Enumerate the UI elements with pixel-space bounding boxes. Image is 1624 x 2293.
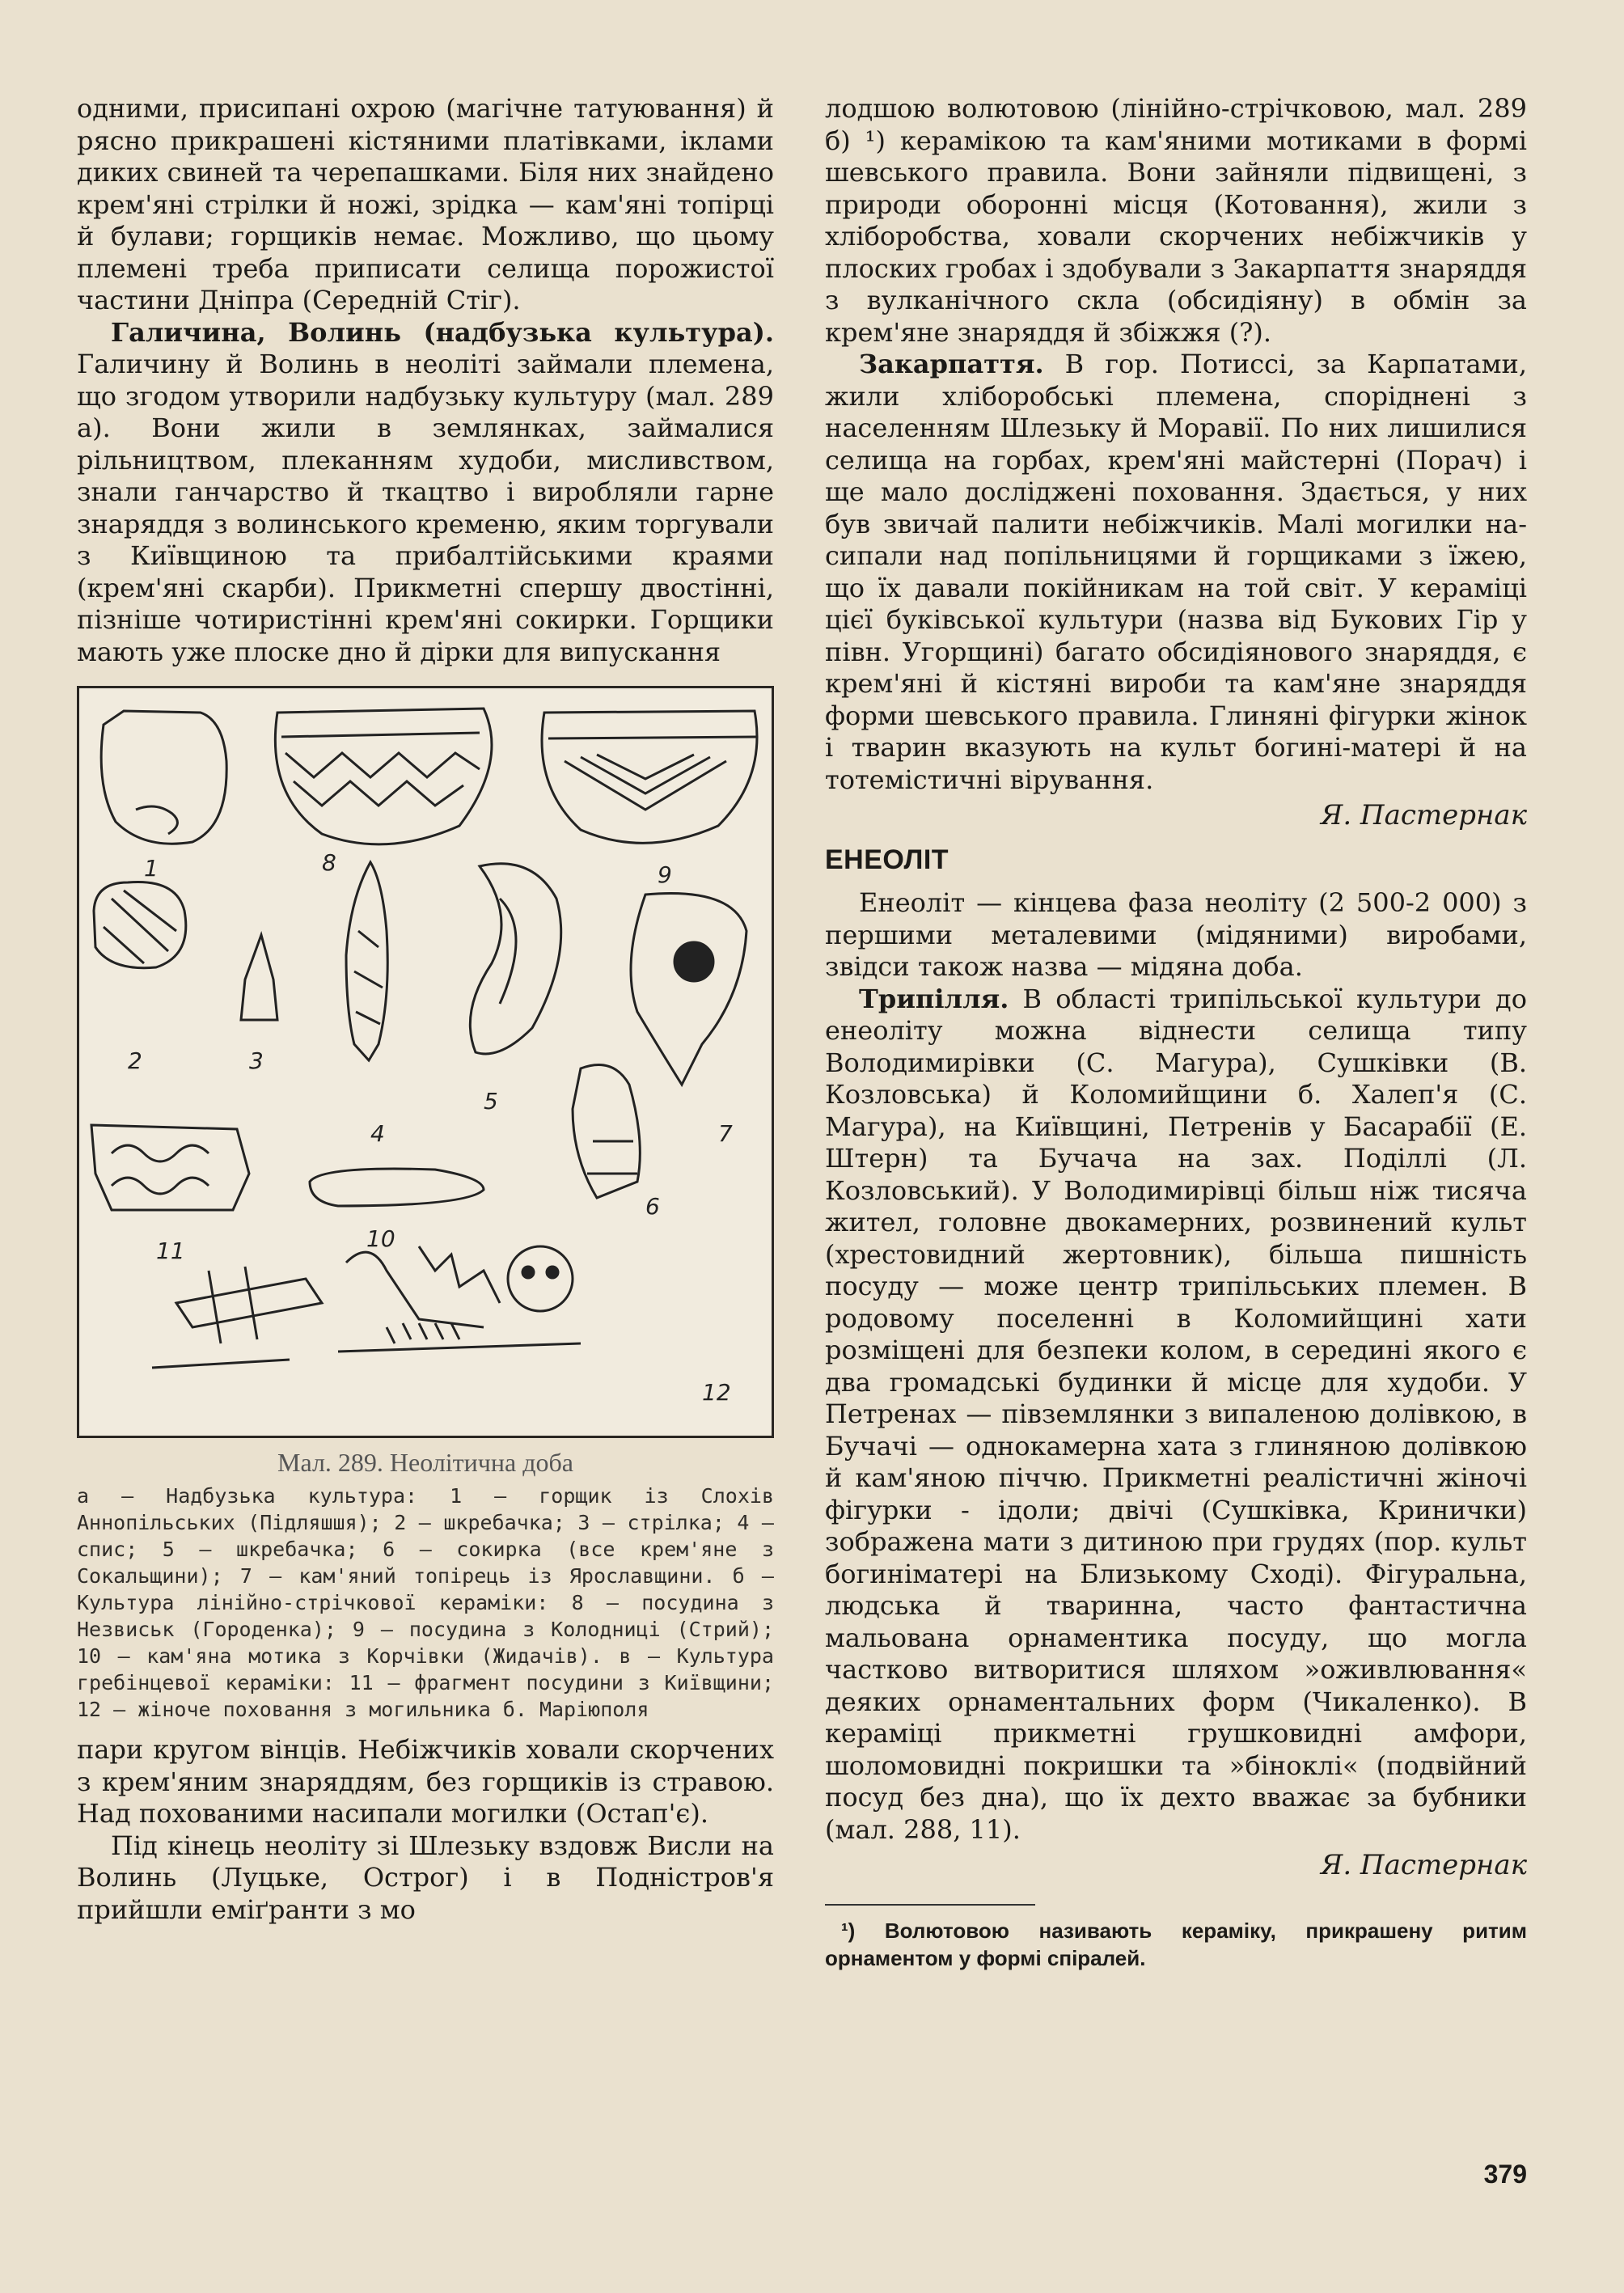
text-zakarpattia: В гор. Потиссі, за Карпатами, жили хліборобські племена, споріднені з населенням Шлезьку й Моравії. По них лишилися селища на горбах, крем'яні майстерні (Порач) і ще мало досліджені поховання. Здається, у них був звичай палити небіжчиків. Малі могилки насипали над попільницями й горщиками з їжею, що їх давали покійникам на той світ. У кераміці цієї буківської культури (назва від Букових Гір у півн. Угорщині) багато обсидіянового знаряддя, є крем'яні й кістяні вироби та кам'яне знаряддя форми шевського правила. Глиняні фігурки жінок і тварин вказують на культ богині-матері й на тотемістичні вірування. <box>825 349 1527 795</box>
footnote-divider <box>825 1904 1035 1906</box>
artifact-6-axe <box>573 1065 640 1199</box>
fig-label-10: 10 <box>366 1225 395 1252</box>
fig-label-12: 12 <box>702 1379 731 1406</box>
artifact-5-scraper <box>470 864 560 1054</box>
artifact-1-pot <box>101 711 226 844</box>
artifact-10-hoe <box>310 1169 484 1206</box>
fig-label-2: 2 <box>128 1047 142 1074</box>
paragraph-zakarpattia <box>825 349 1527 796</box>
paragraph-eneolit: Енеоліт — кінцева фаза неоліту (2 500-2 000) з першими металевими (мідяними) виробами, звідси також назва — мідяна доба. <box>825 887 1527 982</box>
artifact-11-fragment <box>91 1125 249 1210</box>
paragraph-trypillia <box>825 984 1527 1847</box>
artifact-8-vessel <box>275 709 492 844</box>
runin-zakarpattia: Закарпаття. <box>859 349 1044 379</box>
artifact-4-spearhead <box>346 862 387 1060</box>
footnote: ¹) Волютовою називають кераміку, прикрашену ритим орнаментом у формі спіралей. <box>825 1919 1527 1970</box>
right-column <box>825 93 1527 1972</box>
text-galychyna: Галичину й Волинь в неоліті займали племена, що згодом утворили надбузьку культуру (мал. 289 а). Вони жили в землянках, займалися рільництвом, плеканням худоби, мисливством, знали ганчарство й ткацтво і виробляли гарне знаряддя з волинського кременю, яким торгували з Київщиною та прибалтійськими краями (крем'яні скарби). Прикметні спершу двостінні, пізніше чотиристінні крем'яні сокирки. Горщики мають уже плоске дно й дірки для випускання <box>77 349 774 667</box>
fig-label-1: 1 <box>144 855 159 882</box>
figure-artifacts-drawing <box>79 688 772 1436</box>
fig-label-9: 9 <box>658 861 672 888</box>
artifact-12-burial <box>152 1246 581 1368</box>
figure-title: Мал. 289. Неолітична доба <box>277 1448 573 1477</box>
fig-label-11: 11 <box>156 1237 185 1264</box>
fig-label-5: 5 <box>484 1088 498 1115</box>
page-number: 379 <box>1483 2160 1527 2189</box>
artifact-7-perforated-axe <box>631 893 746 1085</box>
text-trypillia: В області трипільської культури до енеоліту можна віднести селища типу Володимирівки (С. Магура), Сушківки (В. Козловська) й Коломийщини б. Халеп'я (С. Магура), на Київщині, Петренів у Басарабії (Е. Штерн) та Бучача на зах. Поділлі (Л. Козловський). У Володимирівці більш ніж тисяча жител, головне двокамерних, розвинений культ (хрестовидний жертовник), більша пишність посуду — може центр трипільських племен. В родовому поселенні в Коломийщині хати розміщені для безпеки колом, в середині якого є два громадські будинки й місце для худоби. У Петренах — півземлянки з випаленою долівкою, в Бучачі — однокамерна хата з глиняною долівкою й кам'яною піччю. Прикметні реалістичні жіночі фігурки - ідоли; двічі (Сушківка, Кринички) зображена мати з дитиною при грудях (пор. культ богиніматері на Близькому Сході). Фігуральна, людська й тваринна, часто фантастична мальована орнаментика посуду, що могла частково витворитися шляхом »оживлювання« деяких орнаментальних форм (Чикаленко). В кераміці прикметні грушковидні амфори, шоломовидні покришки та »біноклі« (подвійний посуд без дна), що їх дехто вважає за бубники (мал. 288, 11). <box>825 983 1527 1845</box>
author-signature: Я. Пастернак <box>1320 799 1527 831</box>
figure-caption: а — Надбузька культура: 1 — горщик із Слохів Аннопільських (Підляшшя); 2 — шкребачка; 3 — стрілка; 4 — спис; 5 — шкребачка; 6 — сокирка (все крем'яне з Сокальщини); 7 — кам'яний топірець із Ярославщини. б — Культура лінійно-стрічкової кераміки: 8 — посудина з Незвиськ (Городенка); 9 — посудина з Колодниці (Стрий); 10 — кам'яна мотика з Корчівки (Жидачів). в — Культура гребінцевої кераміки: 11 — фрагмент посудини з Київщини; 12 — жіноче поховання з могильника б. Маріюполя <box>77 1484 774 1721</box>
fig-label-3: 3 <box>249 1047 264 1074</box>
author-signature: Я. Пастернак <box>1320 1849 1527 1881</box>
artifact-3-arrowhead <box>241 935 277 1020</box>
runin-galychyna: Галичина, Волинь (надбузька культура). <box>111 316 774 348</box>
fig-label-7: 7 <box>718 1120 733 1147</box>
paragraph-galychyna <box>77 317 774 669</box>
paragraph-after-figure: пари кругом вінців. Небіжчиків ховали скорчених з крем'яним знаряддям, без горщиків із стравою. Над похованими насипали могилки (Остап'є). <box>77 1734 774 1829</box>
section-heading-eneolit: ЕНЕОЛІТ <box>825 844 949 875</box>
fig-label-6: 6 <box>645 1193 660 1220</box>
left-column <box>77 93 774 1926</box>
fig-label-4: 4 <box>370 1120 385 1147</box>
figure-289 <box>77 686 774 1438</box>
paragraph-intro: одними, присипані охрою (магічне татуювання) й рясно прикрашені кістяними платівками, іклами диких свиней та черепашками. Біля них знайдено крем'яні стрілки й ножі, зрідка — кам'яні топірці й булави; горщиків немає. Можливо, що цьому племені треба приписати селища порожистої частини Дніпра (Середній Стіг). <box>77 93 774 315</box>
paragraph-emigrants: Під кінець неоліту зі Шлезьку вздовж Висли на Волинь (Луцьке, Острог) і в Подністров'я прийшли еміґранти з мо <box>77 1830 774 1925</box>
fig-label-8: 8 <box>322 849 336 876</box>
runin-trypillia: Трипілля. <box>859 983 1009 1014</box>
paragraph-continued: лодшою волютовою (лінійно-стрічковою, мал. 289 б) ¹) керамікою та кам'яними мотиками в формі шевського правила. Вони зайняли підвищені, з природи оборонні місця (Котовання), жили з хліборобства, ховали скорчених небіжчиків у плоских гробах і здобували з Закарпаття знаряддя з вулканічного скла (обсидіяну) в обмін за крем'яне знаряддя й збіжжя (?). <box>825 93 1527 348</box>
